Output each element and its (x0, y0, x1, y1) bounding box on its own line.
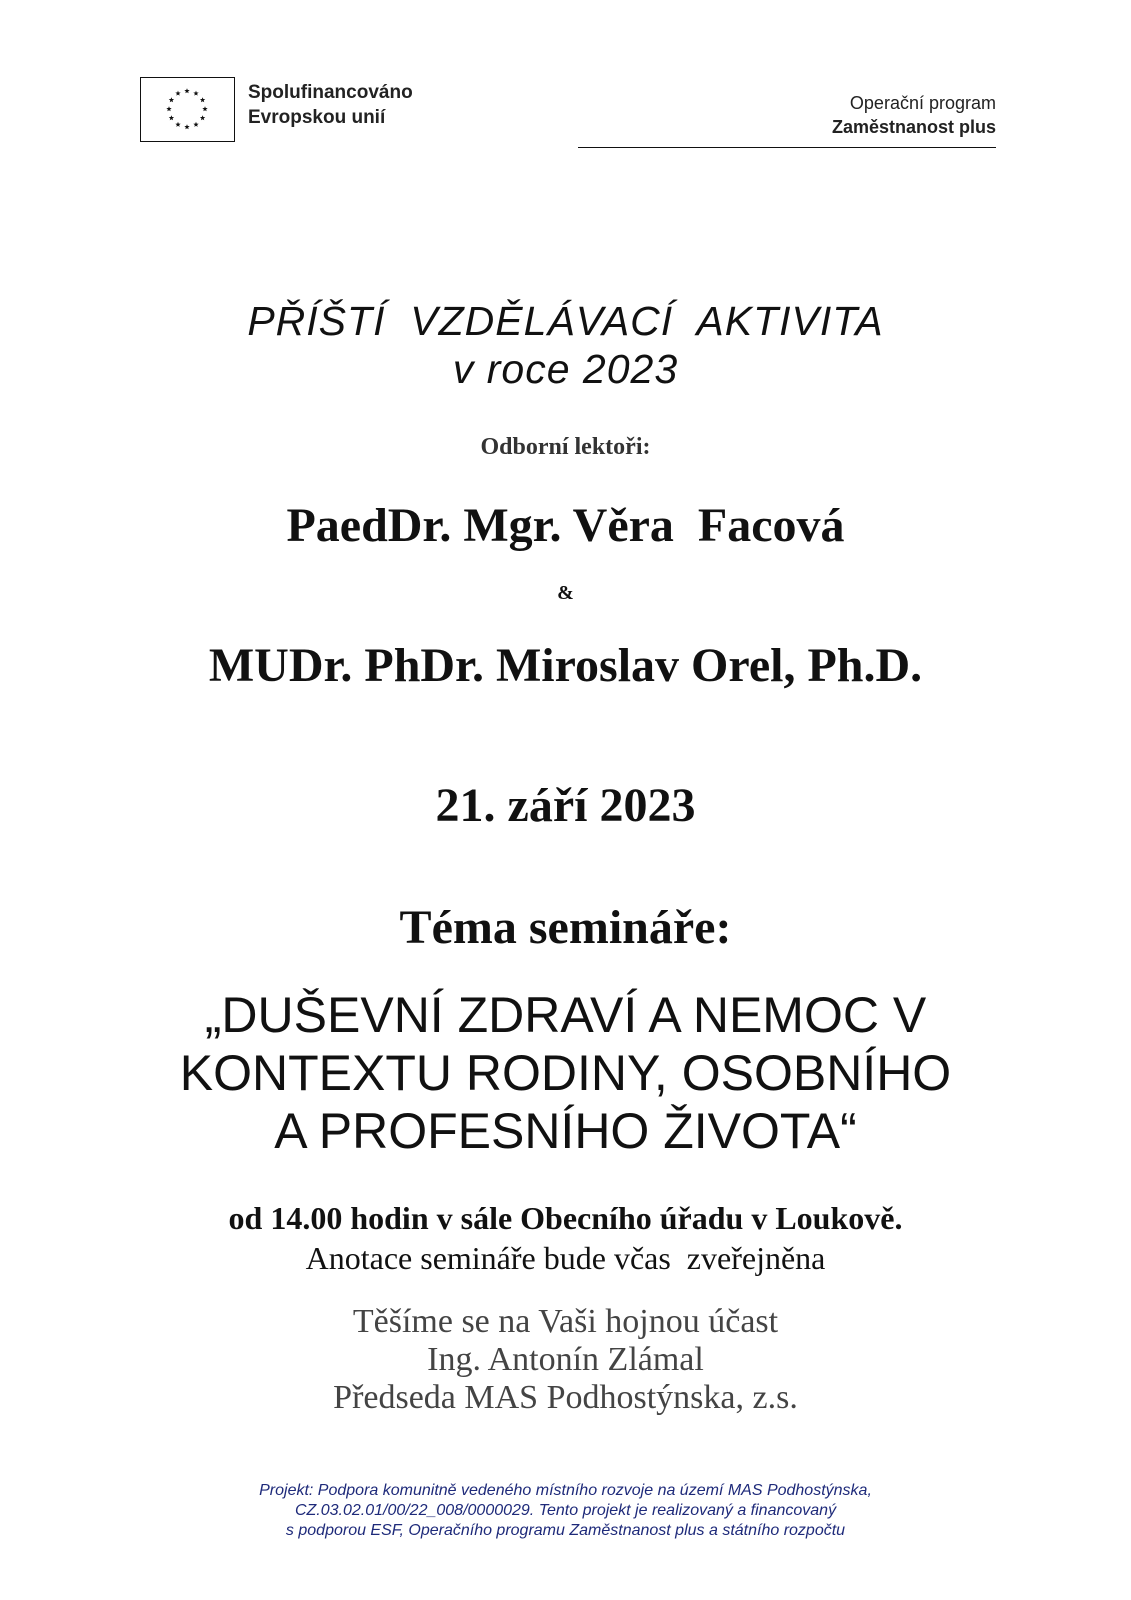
eu-star (184, 88, 189, 93)
closing-signature (0, 1303, 1131, 1417)
eu-star (193, 122, 198, 127)
ampersand: & (557, 582, 574, 604)
closing-line1: Těšíme se na Vaši hojnou účast (352, 1303, 779, 1340)
op-line2: Zaměstnanost plus (831, 117, 996, 137)
lector-name-1: PaedDr. Mgr. Věra Facová (286, 499, 845, 552)
eu-cofinanced-text (248, 80, 413, 130)
annotation-note: Anotace semináře bude včas zveřejněna (305, 1240, 826, 1276)
eu-star (166, 106, 171, 111)
page-title (0, 297, 1131, 393)
eu-star (193, 91, 198, 96)
eu-star (175, 122, 180, 127)
time-and-place: od 14.00 hodin v sále Obecního úřadu v Loukově. (228, 1200, 903, 1236)
eu-star (200, 97, 205, 102)
eu-flag-stars-icon (141, 78, 233, 140)
topic-line2: KONTEXTU RODINY, OSOBNÍHO (179, 1045, 952, 1101)
topic-line1: „DUŠEVNÍ ZDRAVÍ A NEMOC V (204, 987, 927, 1043)
eu-text-line2: Evropskou unií (248, 107, 386, 128)
lector-name-2: MUDr. PhDr. Miroslav Orel, Ph.D. (208, 639, 923, 692)
eu-flag-logo (140, 77, 235, 142)
topic-line3: A PROFESNÍHO ŽIVOTA“ (274, 1103, 857, 1159)
eu-text-line1: Spolufinancováno (248, 82, 413, 103)
closing-line3: Předseda MAS Podhostýnska, z.s. (333, 1379, 798, 1416)
topic-label: Téma semináře: (399, 901, 732, 954)
eu-star (169, 97, 174, 102)
closing-line2: Ing. Antonín Zlámal (427, 1341, 704, 1378)
eu-star (184, 124, 189, 129)
project-footer (0, 1481, 1131, 1541)
title-line2: v roce 2023 (452, 346, 679, 392)
lectors-label: Odborní lektoři: (480, 434, 651, 460)
footer-line3: s podporou ESF, Operačního programu Zaměstnanost plus a státního rozpočtu (285, 1522, 846, 1539)
operational-program-logo (700, 91, 996, 139)
footer-line2: CZ.03.02.01/00/22_008/0000029. Tento projekt je realizovaný a financovaný (294, 1502, 837, 1519)
header-divider (578, 147, 996, 148)
title-line1: PŘÍŠTÍ VZDĚLÁVACÍ AKTIVITA (247, 298, 884, 344)
seminar-topic (0, 986, 1131, 1160)
footer-line1: Projekt: Podpora komunitně vedeného místního rozvoje na území MAS Podhostýnska, (259, 1482, 872, 1499)
event-date: 21. září 2023 (435, 779, 696, 832)
op-line1: Operační program (849, 93, 996, 113)
eu-star (175, 91, 180, 96)
eu-star (169, 115, 174, 120)
eu-star (200, 115, 205, 120)
eu-star (202, 106, 207, 111)
